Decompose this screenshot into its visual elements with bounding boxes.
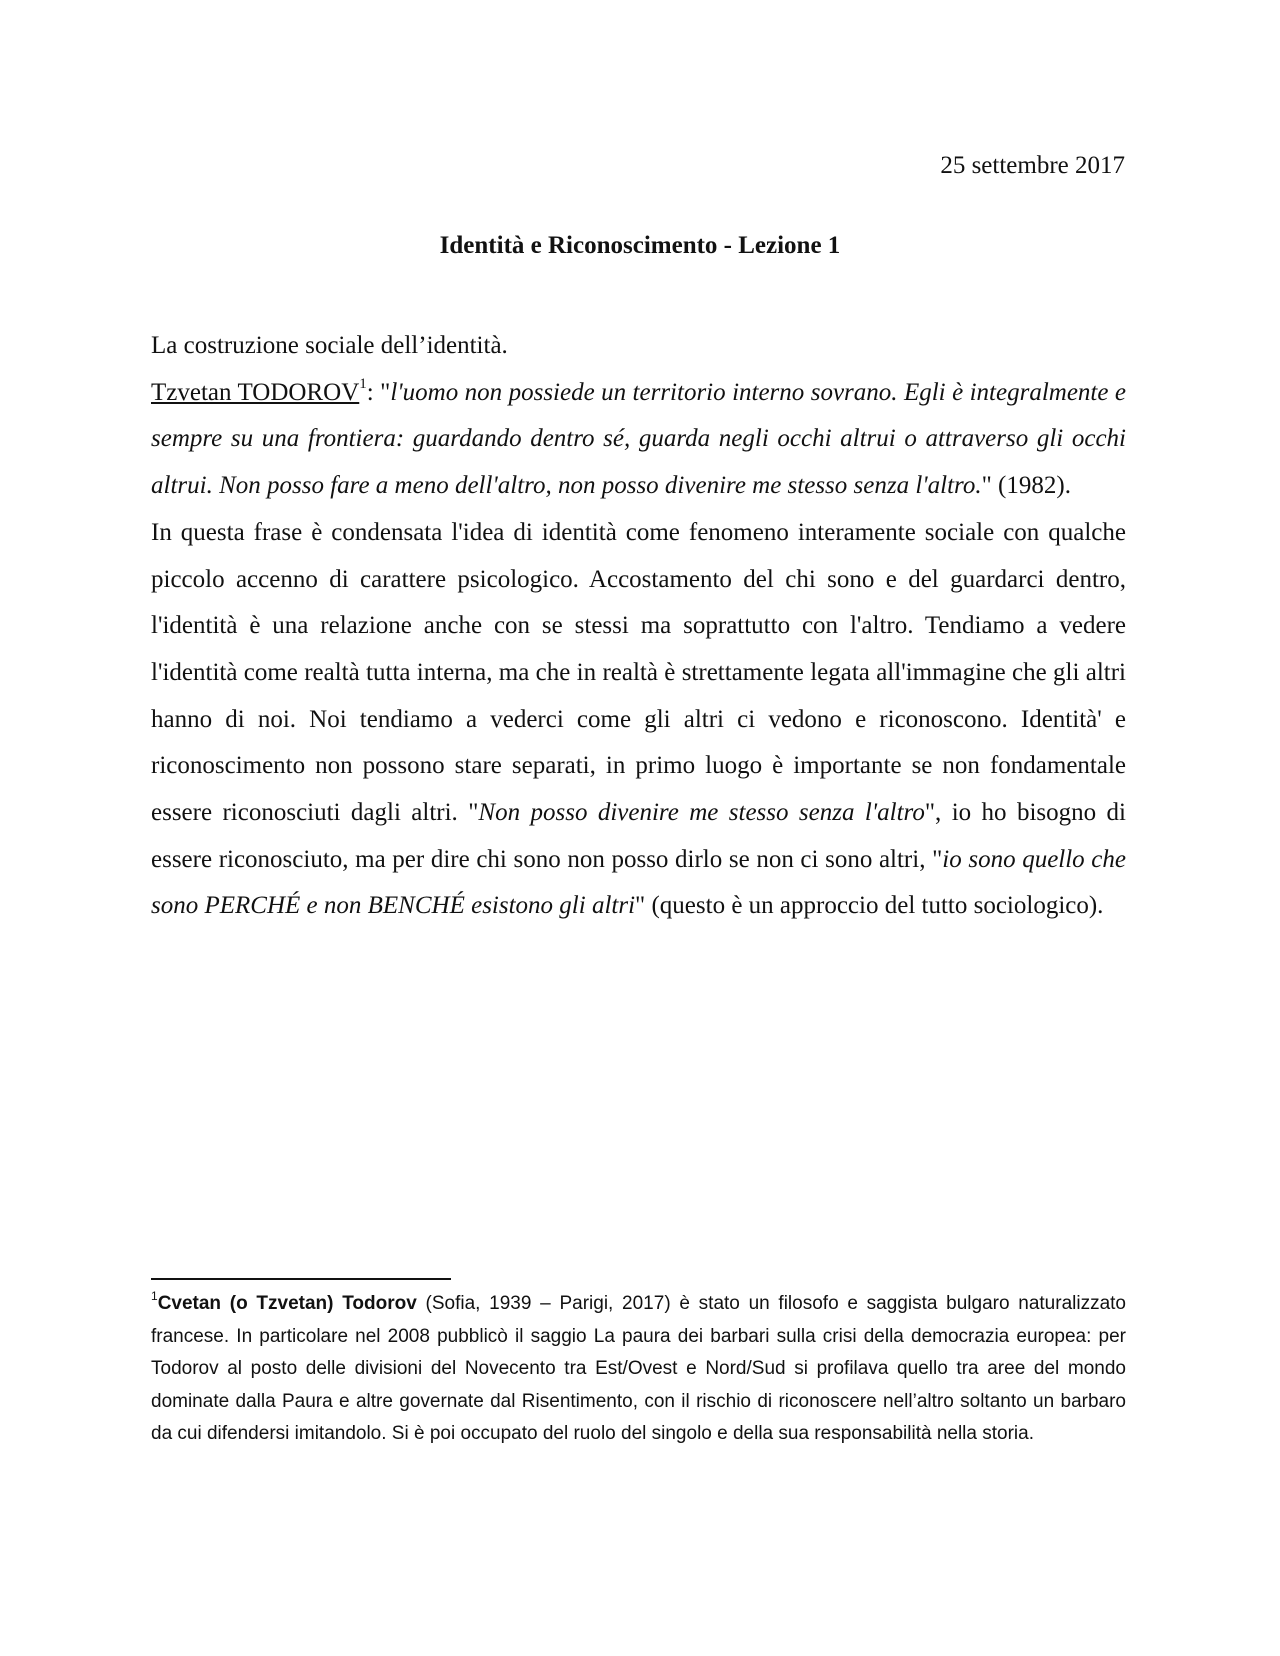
quote-separator: : " [366,378,391,406]
document-body [151,323,1126,930]
document-date: 25 settembre 2017 [940,152,1125,179]
section-subtitle: La costruzione sociale dell’identità. [151,332,508,359]
paragraph-italic-b: Non posso divenire me stesso senza l'altro [478,799,925,827]
footnote-divider [151,1278,451,1280]
paragraph-text-e: " (questo è un approccio del tutto sociologico). [635,892,1104,920]
footnote [151,1288,1126,1451]
footnote-name: Cvetan (o Tzvetan) Todorov [157,1293,417,1314]
footnote-reference[interactable]: 1 [359,375,367,392]
paragraph-italic-d: io sono quello che sono PERCHÉ e non BENCHÉ esistono gli altri [151,845,1126,920]
document-title: Identità e Riconoscimento - Lezione 1 [439,232,841,259]
quote-text: l'uomo non possiede un territorio interno sovrano. Egli è integralmente e sempre su una frontiera: guardando dentro sé, guarda negli occhi altrui o attraverso gli occhi altrui. Non posso fare a meno dell'altro, non posso divenire me stesso senza l'altro. [151,378,1126,500]
quote-close: " (1982). [981,472,1071,500]
quote-author: Tzvetan TODOROV [151,378,360,406]
paragraph-text-a: In questa frase è condensata l'idea di identità come fenomeno interamente sociale con qualche piccolo accenno di carattere psicologico. Accostamento del chi sono e del guardarci dentro, l'identità è una relazione anche con se stessi ma soprattutto con l'altro. Tendiamo a vedere l'identità come realtà tutta interna, ma che in realtà è strettamente legata all'immagine che gli altri hanno di noi. Noi tendiamo a vederci come gli altri ci vedono e riconoscono. Identità' e riconoscimento non possono stare separati, in primo luogo è importante se non fondamentale essere riconosciuti dagli altri. " [151,518,1126,827]
paragraph-text-c: ", io ho bisogno di essere riconosciuto, ma per dire chi sono non posso dirlo se non ci sono altri, " [151,799,1126,873]
footnote-number: 1 [151,1289,158,1303]
main-paragraph [151,510,1126,930]
footnote-text: (Sofia, 1939 – Parigi, 2017) è stato un filosofo e saggista bulgaro naturalizzato francese. In particolare nel 2008 pubblicò il saggio La paura dei barbari sulla crisi della democrazia europea: per Todorov al posto delle divisioni del Novecento tra Est/Ovest e Nord/Sud si profilava quello tra aree del mondo dominate dalla Paura e altre governate dal Risentimento, con il rischio di riconoscere nell’altro soltanto un barbaro da cui difendersi imitandolo. Si è poi occupato del ruolo del singolo e della sua responsabilità nella storia. [151,1293,1126,1445]
quote-paragraph [151,370,1126,510]
